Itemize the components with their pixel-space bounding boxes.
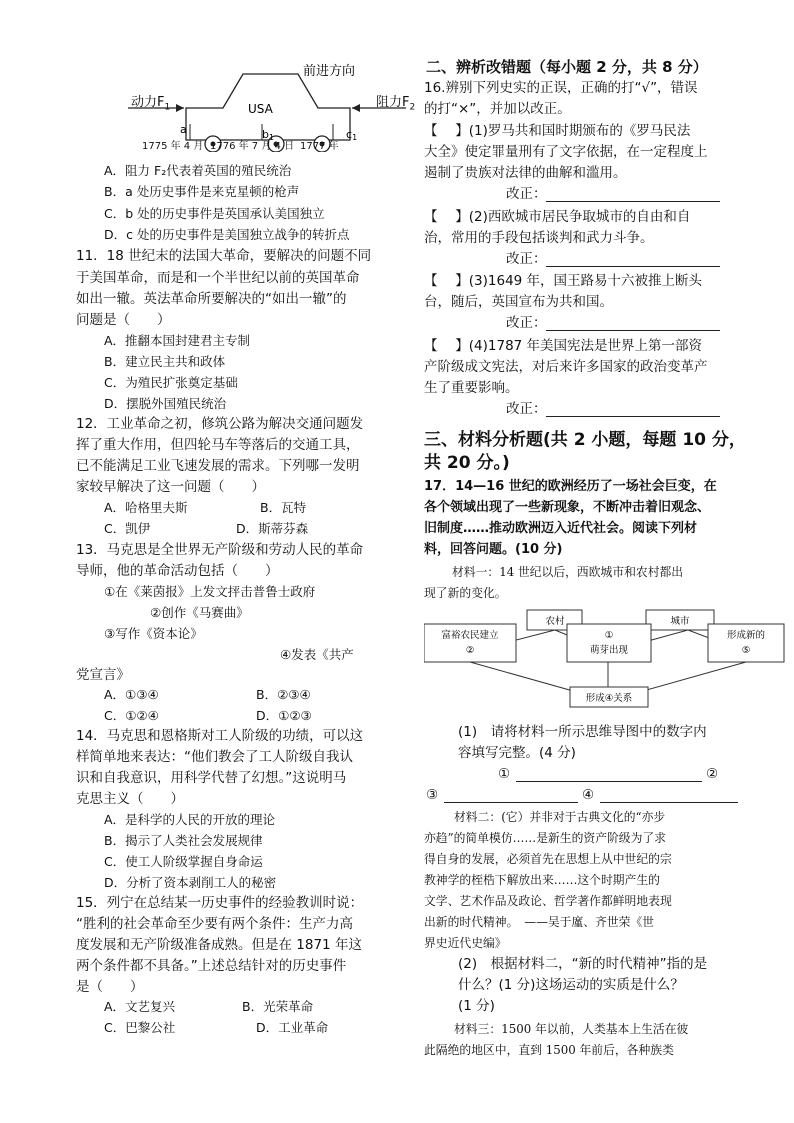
q12-option-b: B．瓦特 — [260, 500, 307, 515]
q10-option-c: C．b 处的历史事件是英国承认美国独立 — [104, 206, 325, 221]
q13-item-2: ②创作《马赛曲》 — [150, 605, 249, 620]
q15-option-a: A．文艺复兴 — [104, 999, 176, 1014]
statement-3: 台，随后，英国宣布为共和国。 — [424, 294, 613, 310]
q13-item-4: ④发表《共产 — [280, 647, 354, 662]
section-3-title: 共 20 分。) — [424, 453, 510, 473]
correction-input-3[interactable] — [546, 330, 720, 331]
blank-label-3: ③ — [426, 787, 439, 803]
answer-blank-3[interactable] — [600, 802, 738, 803]
material-2: 材料二：(它）并非对于古典文化的“亦步 — [454, 810, 666, 824]
q14-line: 克思主义（ ） — [76, 791, 184, 807]
q11-option-b: B．建立民主共和政体 — [104, 354, 226, 369]
blank-label-2: ② — [706, 766, 719, 782]
correction-label-2: 改正： — [506, 251, 547, 267]
q14-option-b: B．揭示了人类社会发展规律 — [104, 833, 263, 848]
q15-line: 15．列宁在总结某一历史事件的经验教训时说： — [76, 895, 364, 911]
answer-blank-1[interactable] — [516, 781, 702, 782]
material-2: 界史近代史编》 — [424, 936, 507, 950]
mark-c: c1 — [346, 128, 358, 142]
statement-4: 产阶级成文宪法，对后来许多国家的政治变革产 — [424, 359, 708, 375]
statement-2: 【 】(2)西欧城市居民争取城市的自由和自 — [424, 209, 691, 225]
correction-input-2[interactable] — [546, 266, 720, 267]
q13-option-d: D．①②③ — [256, 708, 312, 723]
box-left-line-2: ② — [465, 645, 475, 656]
q13-option-b: B．②③④ — [256, 687, 311, 702]
material-1: 现了新的变化。 — [424, 586, 507, 600]
q14-option-c: C．使工人阶级掌握自身命运 — [104, 854, 263, 869]
section-2-title: 二、辨析改错题（每小题 2 分，共 8 分） — [426, 58, 708, 76]
q12-option-c: C．凯伊 — [104, 521, 151, 536]
statement-1: 大全》使定罪量刑有了文字依据，在一定程度上 — [424, 144, 708, 160]
material-3: 材料三：1500 年以前，人类基本上生活在彼 — [454, 1022, 689, 1036]
box-right-line-2: ⑤ — [741, 645, 751, 656]
q12-line: 家较早解决了这一问题（ ） — [76, 479, 265, 495]
q12-line: 挥了重大作用，但四轮马车等落后的交通工具， — [76, 437, 360, 453]
q17-line: 料，回答问题。(10 分) — [424, 542, 563, 557]
correction-input-1[interactable] — [546, 201, 720, 202]
material-2: 教神学的桎梏下解放出来……这个时期产生的 — [424, 873, 660, 887]
box-city-label: 城市 — [670, 616, 690, 627]
q12-option-d: D．斯蒂芬森 — [236, 521, 309, 536]
box-mid-line-1: ① — [604, 630, 614, 641]
mark-b: b1 — [262, 128, 275, 142]
q14-line: 14．马克思和恩格斯对工人阶级的功绩，可以这 — [76, 728, 364, 744]
statement-3: 【 】(3)1649 年，国王路易十六被推上断头 — [424, 273, 703, 289]
material-2: 得自身的发展，必须首先在思想上从中世纪的宗 — [424, 852, 672, 866]
q10-option-a: A．阻力 F₂代表着英国的殖民统治 — [104, 163, 292, 178]
q17-line: 旧制度……推动欧洲迈入近代社会。阅读下列材 — [424, 521, 698, 536]
blank-label-4: ④ — [582, 787, 595, 803]
q11-line: 于美国革命，而是和一个半世纪以前的英国革命 — [76, 270, 360, 286]
q15-line: 是（ ） — [76, 979, 144, 995]
answer-blank-2[interactable] — [444, 802, 578, 803]
box-mid-line-2: 萌芽出现 — [589, 645, 629, 656]
q11-line: 如出一辙。英法革命所要解决的“如出一辙”的 — [76, 291, 347, 307]
statement-1: 【 】(1)罗马共和国时期颁布的《罗马民法 — [424, 123, 691, 139]
date-1: 1775 年 4 月 — [142, 141, 204, 152]
box-bottom-label: 形成④关系 — [585, 693, 633, 704]
correction-label-3: 改正： — [506, 315, 547, 331]
q14-option-d: D．分析了资本剥削工人的秘密 — [104, 875, 277, 890]
q12-option-a: A．哈格里夫斯 — [104, 500, 188, 515]
direction-label: 前进方向 — [303, 64, 356, 79]
q15-line: 两个条件都不具备。”上述总结针对的历史事件 — [76, 958, 347, 974]
q13-option-c: C．①②④ — [104, 708, 159, 723]
material-3: 此隔绝的地区中，直到 1500 年前后，各种族类 — [424, 1043, 674, 1057]
material-1: 材料一：14 世纪以后，西欧城市和农村都出 — [452, 565, 684, 579]
car-label: USA — [248, 102, 273, 116]
box-right-line-1: 形成新的 — [726, 630, 766, 641]
question-17-2: 什么？(1 分)这场运动的实质是什么？ — [458, 977, 684, 993]
q11-line: 问题是（ ） — [76, 312, 171, 328]
q15-line: 度发展和无产阶级准备成熟。但是在 1871 年这 — [76, 937, 362, 953]
section-3-title: 三、材料分析题(共 2 小题，每题 10 分， — [424, 430, 746, 450]
q11-line: 11．18 世纪末的法国大革命，要解决的问题不同 — [76, 248, 372, 264]
q15-line: “胜利的社会革命至少要有两个条件：生产力高 — [76, 916, 353, 932]
q14-line: 识和自我意识，用科学代替了幻想。”这说明马 — [76, 770, 347, 786]
force-left-label: 动力$F_1$ — [131, 95, 171, 113]
q11-option-d: D．摆脱外国殖民统治 — [104, 396, 227, 411]
material-2: 文学、艺术作品及政论、哲学著作都鲜明地表现 — [424, 894, 672, 908]
q13-item-3: ③写作《资本论》 — [104, 626, 203, 641]
q13-line: 13．马克思是全世界无产阶级和劳动人民的革命 — [76, 542, 364, 558]
blank-label-1: ① — [498, 766, 511, 782]
q11-option-a: A．推翻本国封建君主专制 — [104, 333, 251, 348]
q12-line: 12．工业革命之初，修筑公路为解决交通问题发 — [76, 416, 364, 432]
q15-option-c: C．巴黎公社 — [104, 1020, 176, 1035]
q13-item-4-cont: 党宣言》 — [76, 667, 130, 683]
q13-item-1: ①在《莱茵报》上发文抨击普鲁士政府 — [104, 584, 316, 599]
date-3: 1777 年 — [300, 141, 339, 152]
q13-option-a: A．①③④ — [104, 687, 159, 702]
statement-4: 生了重要影响。 — [424, 380, 519, 396]
box-left-line-1: 富裕农民建立 — [441, 630, 499, 641]
statement-2: 治，常用的手段包括谈判和武力斗争。 — [424, 230, 654, 246]
q15-option-b: B．光荣革命 — [242, 999, 314, 1014]
q11-option-c: C．为殖民扩张奠定基础 — [104, 375, 238, 390]
q17-line: 各个领域出现了一些新现象，不断冲击着旧观念、 — [424, 500, 711, 515]
q12-line: 已不能满足工业飞速发展的需求。下列哪一发明 — [76, 458, 360, 474]
question-17-2: (1 分) — [458, 998, 495, 1014]
material-2: 出新的时代精神。 ——吴于廑、齐世荣《世 — [424, 915, 655, 929]
q16-line: 16.辨别下列史实的正误，正确的打“√”，错误 — [424, 80, 698, 96]
q16-line: 的打“×”，并加以改正。 — [424, 101, 571, 117]
q17-line: 17．14—16 世纪的欧洲经历了一场社会巨变，在 — [424, 479, 717, 494]
q14-option-a: A．是科学的人民的开放的理论 — [104, 812, 276, 827]
mark-a: a — [180, 123, 187, 136]
statement-4: 【 】(4)1787 年美国宪法是世界上第一部资 — [424, 338, 703, 354]
q10-option-b: B．a 处历史事件是来克星顿的枪声 — [104, 184, 300, 199]
mind-map — [424, 604, 786, 720]
statement-1: 遏制了贵族对法律的曲解和滥用。 — [424, 165, 627, 181]
q10-option-d: D．c 处的历史事件是美国独立战争的转折点 — [104, 227, 350, 242]
box-rural-label: 农村 — [545, 616, 565, 627]
correction-label-1: 改正： — [506, 186, 547, 202]
q14-line: 样简单地来表达：“他们教会了工人阶级自我认 — [76, 749, 353, 765]
q15-option-d: D．工业革命 — [256, 1020, 329, 1035]
question-17-1: 容填写完整。(4 分) — [458, 745, 576, 761]
material-2: 亦趋”的简单模仿……是新生的资产阶级为了求 — [424, 831, 666, 845]
question-17-2: (2) 根据材料二，“新的时代精神”指的是 — [458, 956, 708, 972]
q13-line: 导师，他的革命活动包括（ ） — [76, 563, 279, 579]
force-right-label: 阻力$F_2$ — [376, 95, 416, 113]
correction-input-4[interactable] — [546, 416, 720, 417]
correction-label-4: 改正： — [506, 401, 547, 417]
date-2: 1776 年 7 月 4 日 — [210, 141, 295, 152]
question-17-1: (1) 请将材料一所示思维导图中的数字内 — [458, 724, 707, 740]
